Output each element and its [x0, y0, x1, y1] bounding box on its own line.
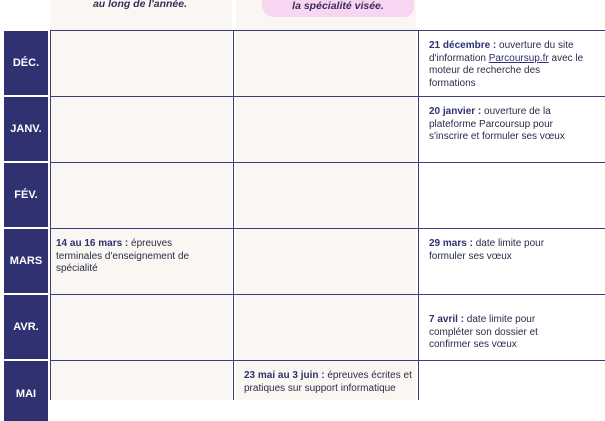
month-label-may: MAI	[4, 361, 48, 421]
event-date: 29 mars :	[429, 238, 473, 249]
column-1-note: au long de l'année.	[92, 0, 188, 10]
column-2-background	[236, 0, 416, 400]
event-mar-wish-deadline: 29 mars : date limite pour formuler ses vœux	[429, 238, 545, 262]
event-jan-platform-opening: 20 janvier : ouverture de la plateforme Parcoursup pour s'inscrire et formuler ses vœux	[429, 106, 565, 142]
event-date: 7 avril :	[429, 314, 465, 325]
row-divider	[50, 294, 605, 295]
column-divider	[233, 30, 234, 400]
row-divider	[50, 96, 605, 97]
month-label-dec: DÉC.	[4, 31, 48, 95]
column-divider	[50, 30, 51, 400]
event-date: 20 janvier :	[429, 106, 482, 117]
column-1-background	[50, 0, 232, 400]
event-date: 23 mai au 3 juin :	[244, 370, 325, 381]
month-label-mar: MARS	[4, 229, 48, 293]
month-label-apr: AVR.	[4, 295, 48, 359]
event-may-written-exams: 23 mai au 3 juin : épreuves écrites et pratiques sur support informatique	[244, 370, 412, 394]
header-divider	[50, 30, 605, 31]
month-label-jan: JANV.	[4, 97, 48, 161]
column-divider	[418, 30, 419, 400]
event-mar-specialty-exams: 14 au 16 mars : épreuves terminales d'enseignement de spécialité	[56, 238, 190, 274]
row-divider	[50, 228, 605, 229]
month-label-feb: FÉV.	[4, 163, 48, 227]
event-apr-file-deadline: 7 avril : date limite pour compléter son dossier et confirmer ses vœux	[429, 314, 538, 350]
column-2-note: la spécialité visée.	[262, 0, 414, 17]
event-date: 14 au 16 mars :	[56, 238, 129, 249]
row-divider	[50, 360, 605, 361]
row-divider	[50, 162, 605, 163]
parcoursup-link[interactable]: Parcoursup.fr	[488, 52, 549, 64]
event-dec-site-opening: 21 décembre : ouverture du site d'information Parcoursup.fr avec le moteur de recherche des formations	[429, 40, 584, 89]
event-date: 21 décembre :	[429, 40, 497, 51]
